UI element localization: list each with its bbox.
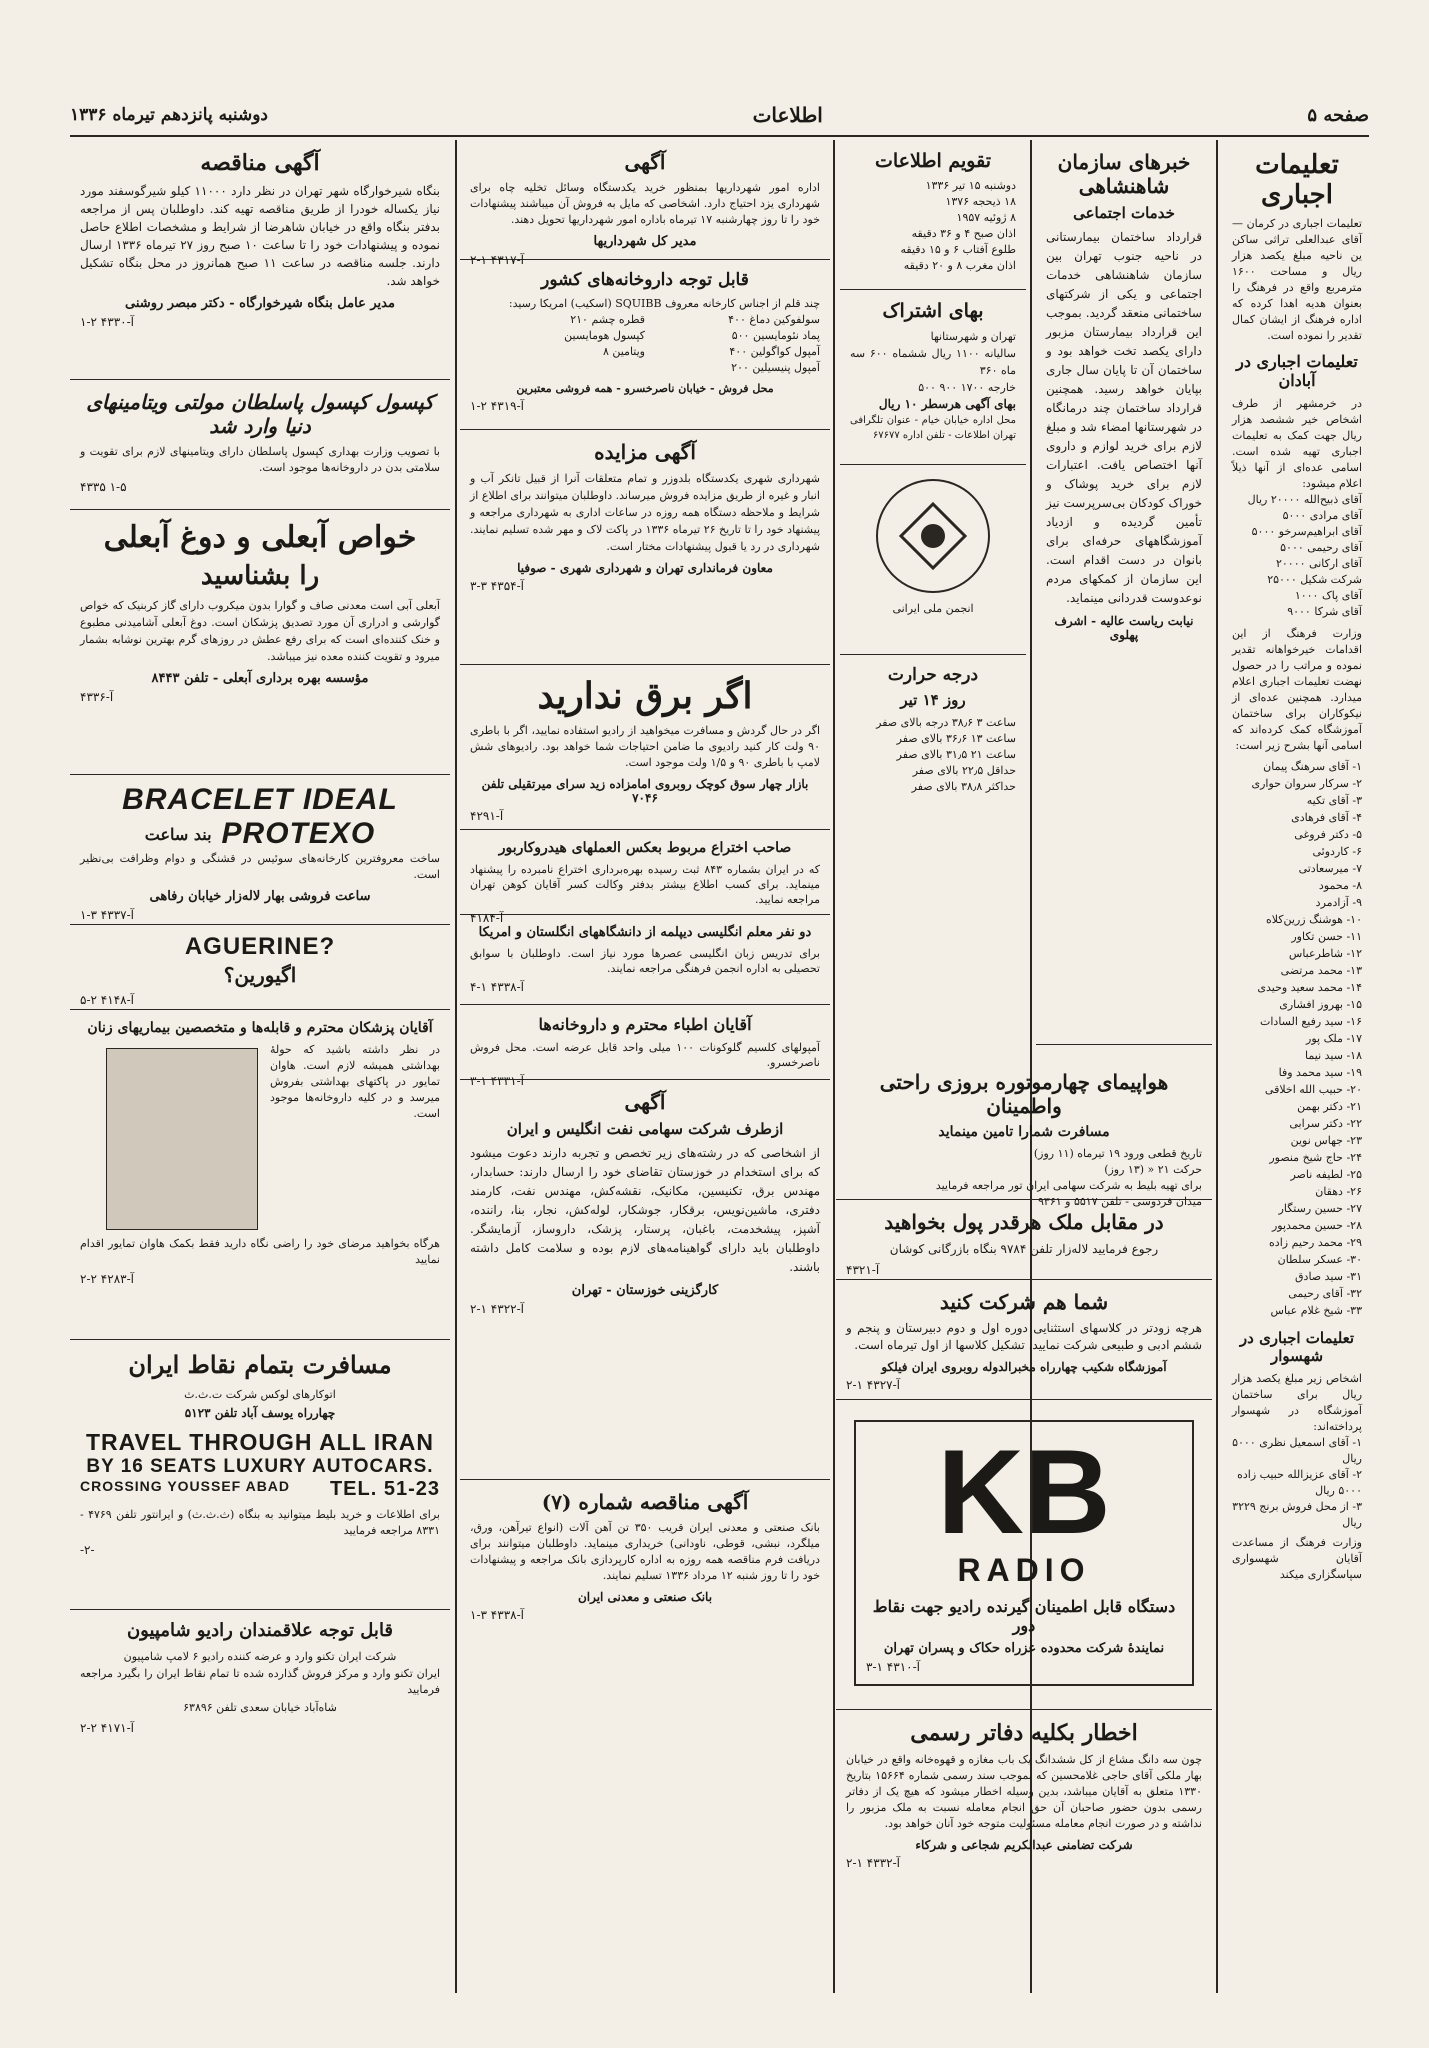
ad-signature: معاون فرمانداری تهران و شهرداری شهری - صوفیا: [517, 561, 773, 575]
ad-title: آگهی مناقصه شماره (۷): [541, 1490, 749, 1514]
list-item: آقای مرادی ۵۰۰۰: [1282, 509, 1362, 522]
ad-title: آگهی مزایده: [594, 440, 696, 464]
list-item: ۱۰- هوشنگ زرین‌کلاه: [1265, 913, 1362, 926]
list-item: قطره چشم ۲۱۰: [570, 313, 645, 326]
ad-text: شهرداری شهری یکدستگاه بلدوزر و تمام متعلقات آنرا از قبیل تانکر آب و انبار و غیره از طریق مزایده فروش میرساند. داوطلبان میتوانند برای اطلاع از شرایط و ملاحظه دستگاه همه روزه در ساعات اداری به شهرداری مراجعه و پیشنهاد خود را تا تاریخ ۲۶ تیرماه ۱۳۳۶ در پاکت لاک و مهر شده تسلیم نمایند. شهرداری در رد یا قبول پیشنهادات مختار است.: [470, 472, 821, 553]
ad-title: خواص آبعلی و دوغ آبعلی: [103, 520, 417, 555]
notice-signature: شرکت تضامنی عبدالکریم شجاعی و شرکاء: [915, 1838, 1133, 1852]
ad-code: آ-۴۳۳۱ ۱-۳: [470, 1074, 524, 1088]
ad-subtitle: اتوکارهای لوکس شرکت ت.ث.ث: [184, 1388, 336, 1401]
ad-text: برای تدریس زبان انگلیسی عصرها مورد نیاز است. داوطلبان با سوابق تحصیلی به اداره انجمن فرهنگی مراجعه نمایند.: [470, 947, 820, 975]
ad-text: آبعلی آبی است معدنی صاف و گوارا بدون میکروب دارای گاز کربنیک که خواص گوارشی و ادراری آن مورد تصدیق پزشکان است. دوغ آبعلی آشامیدنی مطبوع و خنک کننده‌ای است که برای رفع عطش در روزهای گرم بهترین نوشابه بشمار میرود و تقویت کننده معده نیز میباشد.: [80, 599, 440, 663]
ad-text: بانک صنعتی و معدنی ایران قریب ۳۵۰ تن آهن آلات (انواع تیرآهن، ورق، میلگرد، نبشی، قوطی، ناودانی) خریداری مینماید. داوطلبان میتوانند برای دریافت فرم مناقصه همه روزه به اداره کارپردازی بانک مراجعه و پیشنهادات خود را تا روز شنبه ۱۲ مرداد ۱۳۳۶ تسلیم نمایند.: [470, 1521, 820, 1582]
list-item: آقای رحیمی ۵۰۰۰: [1280, 541, 1362, 554]
travel-line: تاریخ قطعی ورود ۱۹ تیرماه (۱۱ روز): [1033, 1147, 1202, 1160]
list-item: آقای ذبیح‌الله ۲۰۰۰۰ ریال: [1247, 493, 1362, 506]
donor-list-1: [1232, 492, 1362, 620]
masthead: [70, 95, 1369, 137]
col1-section2-title: تعلیمات اجباری در آبادان: [1236, 352, 1358, 390]
course-title: شما هم شرکت کنید: [939, 1290, 1109, 1314]
list-item: ۲۸- حسین محمدپور: [1271, 1219, 1362, 1232]
ad-code: آ-۴۳۳۲ ۱-۲: [846, 1856, 900, 1870]
news-title: خبرهای سازمان شاهنشاهی: [1057, 150, 1191, 198]
news-signature: نیابت ریاست عالیه - اشرف پهلوی: [1054, 614, 1194, 642]
ad-signature: بانک صنعتی و معدنی ایران: [577, 1590, 713, 1604]
ad-code: آ-۴۳۵۴ ۳-۳: [470, 579, 524, 593]
column-rule: [833, 140, 835, 1993]
list-item: ۷- میرسعادتی: [1298, 862, 1362, 875]
list-item: ۳- آقای تکیه: [1306, 794, 1362, 807]
list-item: ۲۴- حاج شیخ منصور: [1269, 1151, 1362, 1164]
ad-code: آ-۴۳۱۷ ۱-۲: [470, 253, 524, 267]
temperature-line: ساعت ۳ ۳۸٫۶ درجه بالای صفر: [876, 716, 1016, 729]
ad-text: از اشخاصی که در رشته‌های زیر تخصص و تجربه دارند دعوت میشود که برای استخدام در خوزستان تقاضای خود را ارسال دارند: حسابدار، مهندس برق، تکنیسین، مکانیک، نقشه‌کش، مهندس نفت، کارمند دفتری، ماشین‌نویس، برقکار، جوشکار، لوله‌کش، نجار، بنا، راننده، آشپز، پیشخدمت، باغبان، پرستار، پزشک، داروساز، آزمایشگر. داوطلبان باید دارای گواهینامه‌های لازم بوده و سلامت کامل داشته باشند.: [470, 1146, 820, 1274]
list-item: ۲- سرکار سروان حواری: [1251, 777, 1362, 790]
list-item: شرکت شکیل ۲۵۰۰۰: [1267, 573, 1362, 586]
brand-row: [80, 817, 440, 851]
list-item: ۹- آزادمرد: [1315, 896, 1362, 909]
ad-code: آ-۴۱۸۴: [470, 911, 504, 925]
ad-text: آمپولهای کلسیم گلوکونات ۱۰۰ میلی واحد قابل عرضه است. محل فروش ناصرخسرو.: [470, 1041, 820, 1069]
subscription-address: محل اداره خیابان خیام - عنوان تلگرافی تهران اطلاعات - تلفن اداره ۶۷۶۷۷: [850, 415, 1016, 441]
ad-signature: ساعت فروشی بهار لاله‌زار خیابان رفاهی: [149, 889, 371, 904]
calendar-line: اذان صبح ۴ و ۳۶ دقیقه: [911, 227, 1016, 240]
ad-code: آ-۴۱۴۸ ۲-۵: [80, 993, 134, 1007]
ad-subtitle: ازطرف شرکت سهامی نفت انگلیس و ایران: [506, 1120, 784, 1138]
ad-title: آگهی: [624, 150, 666, 174]
brand-persian: اگیورین؟: [223, 963, 297, 987]
subscription-line: سالیانه ۱۱۰۰ ریال ششماه ۶۰۰ سه ماه ۳۶۰: [850, 347, 1016, 377]
list-item: آقای ابراهیم‌سرخو ۵۰۰۰: [1251, 525, 1362, 538]
list-item: ۱۶- سید رفیع السادات: [1260, 1015, 1362, 1028]
list-item: ۴- آقای فرهادی: [1291, 811, 1362, 824]
temperature-line: ساعت ۲۱ ۳۱٫۵ بالای صفر: [896, 748, 1016, 761]
ad-signature: مؤسسه بهره برداری آبعلی - تلفن ۸۴۴۳: [151, 671, 369, 686]
news-subtitle: خدمات اجتماعی: [1073, 204, 1175, 222]
ad-text: چند قلم از اجناس کارخانه معروف SQUIBB (اسکیب) امریکا رسید:: [508, 297, 820, 310]
ad-address: چهارراه یوسف آباد تلفن ۵۱۲۳: [184, 1406, 336, 1420]
list-item: ۲۹- محمد رحیم زاده: [1269, 1236, 1362, 1249]
list-item: ۱- آقای اسمعیل نظری ۵۰۰۰ ریال: [1232, 1436, 1362, 1465]
list-item: ۲۳- جهاس نوین: [1290, 1134, 1362, 1147]
temperature-line: ساعت ۱۳ ۳۶٫۶ بالای صفر: [896, 732, 1016, 745]
travel-line: حرکت ۲۱ « (۱۳ روز): [1104, 1163, 1202, 1176]
ad-body: [80, 1042, 440, 1236]
ad-code: آ-۴۳۱۹ ۲-۱: [470, 399, 524, 413]
ad-code: آ-۴۳۳۶: [80, 690, 114, 704]
ad-title: آگهی: [624, 1090, 666, 1114]
society-emblem: [876, 479, 990, 593]
list-item: ۳۲- آقای رحیمی: [1288, 1287, 1362, 1300]
ad-signature: مدیر عامل بنگاه شیرخوارگاه - دکتر مبصر روشنی: [125, 296, 395, 311]
donor-list-3: [1232, 1435, 1362, 1531]
list-item: ۳۰- عسکر سلطان: [1277, 1253, 1362, 1266]
ad-text: بنگاه شیرخوارگاه شهر تهران در نظر دارد ۱۱۰۰۰ کیلو شیرگوسفند مورد نیاز یکساله خودرا از طریق مناقصه تهیه کند. داوطلبان پس از مراجعه بدفتر بنگاه واقع در خیابان شاهرضا از شرایط و مشخصات اطلاع حاصل نموده و پیشنهادات خود را تا ساعت ۱۰ صبح روز ۲۷ تیرماه ۱۳۳۶ ارسال دارند. جلسه مناقصه در ساعت ۱۱ صبح همانروز در محل بنگاه تشکیل خواهد شد.: [80, 184, 441, 288]
ad-code: آ-۴۲۹۱: [470, 809, 504, 823]
ad-title: قابل توجه علاقمندان رادیو شامپیون: [126, 1620, 394, 1641]
ad-signature: هرگاه بخواهید مرضای خود را راضی نگاه دارید فقط بکمک هاوان تمایور اقدام نمایید: [80, 1237, 440, 1266]
ad-code: آ-۴۲۸۳ ۲-۲: [80, 1272, 134, 1286]
ad-signature: مدیر کل شهرداریها: [593, 234, 697, 249]
list-item: ویتامین ۸: [602, 345, 645, 358]
list-item: ۸- محمود: [1318, 879, 1362, 892]
list-item: پماد نئومایسین ۵۰۰: [731, 329, 820, 342]
notice-text: چون سه دانگ مشاع از کل ششدانگ یک باب مغازه و قهوه‌خانه واقع در خیابان بهار ملکی آقای حاجی غلامحسین که بموجب سند رسمی شماره ۱۵۶۶۴ بتاریخ ۱۳۳۰ متعلق به آقایان میباشد، بدین وسیله اخطار میشود که هیچ یک از دفاتر رسمی بدون حضور صاحبان آن حق انجام معامله نسبت به ملک مزبور را نداشته و در صورت انجام معامله مسئولیت متوجه خود آنان خواهد بود.: [846, 1753, 1202, 1830]
issue-date: دوشنبه پانزدهم تیرماه ۱۳۳۶: [70, 105, 268, 125]
list-item: ۶- کاردوئی: [1312, 845, 1362, 858]
ad-signature: بازار چهار سوق کوچک روبروی امامزاده زید سرای میرتقیلی تلفن ۷۰۴۶: [481, 777, 809, 805]
temperature-line: حداقل ۲۲٫۵ بالای صفر: [912, 764, 1016, 777]
emblem-icon: [893, 496, 973, 576]
ad-signature: کارگزینی خوزستان - تهران: [571, 1283, 719, 1298]
list-item: ۱۴- محمد سعید وحیدی: [1257, 981, 1362, 994]
money-title: در مقابل ملک هرقدر پول بخواهید: [884, 1210, 1164, 1234]
list-item: ۲۱- دکتر بهمن: [1297, 1100, 1362, 1113]
ad-english-row: [80, 1478, 440, 1501]
ad-title: صاحب اختراع مربوط بعکس العملهای هیدروکاربور: [498, 840, 792, 856]
ad-title: دو نفر معلم انگلیسی دیپلمه از دانشگاههای انگلستان و امریکا: [478, 925, 812, 940]
course-signature: آموزشگاه شکیب چهارراه مخبرالدوله روبروی ایران فیلکو: [881, 1360, 1167, 1374]
col1-intro: تعلیمات اجباری در کرمان — آقای عبدالعلی تراثی ساکن ین ناحیه مبلغ یکصد هزار ریال و مساحت ۱۶۰۰ مترمربع واقع در فرهنگ را بعنوان هدیه اهدا کرده که اداره فرهنگ از ایشان کمال تقدیر را نموده است.: [1232, 217, 1362, 342]
column-education: [1222, 140, 1372, 1993]
ad-english-line: BY 16 SEATS LUXURY AUTOCARS.: [86, 1456, 434, 1477]
travel-title: هواپیمای چهارموتوره بروزی راحتی واطمینان: [879, 1070, 1169, 1118]
list-item: ۲۵- لطیفه ناصر: [1290, 1168, 1362, 1181]
column-lower-right: [836, 1060, 1212, 1993]
col1-footer: وزارت فرهنگ از مساعدت آقایان شهسواری سپاسگزاری میکند: [1232, 1536, 1362, 1581]
calendar-line: دوشنبه ۱۵ تیر ۱۳۳۶: [925, 179, 1016, 192]
list-item: آقای ارکانی ۲۰۰۰۰: [1275, 557, 1362, 570]
column-rule: [1216, 140, 1218, 1993]
ad-subtitle: شرکت ایران تکنو وارد و عرضه کننده رادیو ۶ لامپ شامپیون: [123, 1650, 397, 1663]
col1-section3-text: وزارت فرهنگ از این اقدامات خیرخواهانه تقدیر نموده و مراتب را در حصول نهضت تعلیمات اجباری اعلام میدارد. همچنین عده‌ای از نیکوکاران برای ساختمان آموزشگاه کمک کرده‌اند که اسامی آنها بشرح زیر است:: [1232, 627, 1362, 752]
ad-code: آ-۴۳۳۰ ۲-۱: [80, 315, 134, 329]
list-item: سولفوکین دماغ ۴۰۰: [728, 313, 820, 326]
ad-code: -۲-: [80, 1543, 95, 1557]
subscription-title: بهای اشتراک: [882, 300, 984, 322]
column-ads-left: [70, 140, 450, 1993]
list-item: آمپول پنیسیلین ۲۰۰: [731, 361, 820, 374]
list-item: ۲۲- دکتر سرابی: [1289, 1117, 1362, 1130]
calendar-title: تقویم اطلاعات: [874, 150, 991, 172]
ad-code: آ-۴۳۳۷ ۳-۱: [80, 908, 134, 922]
column-calendar: [840, 140, 1026, 910]
list-item: ۱۱- حسن تکاور: [1291, 930, 1362, 943]
col1-section2-text: در خرمشهر از طرف اشخاص خیر ششصد هزار ریال جهت کمک به تعلیمات اجباری تهیه شده است. اسامی عده‌ای از آنها ذیلاً اعلام میشود:: [1232, 397, 1362, 490]
brand-name: AGUERINE?: [184, 933, 336, 960]
kb-radio-ad: [854, 1420, 1194, 1686]
list-item: آقای پاک ۱۰۰۰: [1294, 589, 1362, 602]
list-item: آمپول کواگولین ۴۰۰: [729, 345, 820, 358]
column-ads-center: [460, 140, 830, 1993]
brand-name: BRACELET IDEAL: [122, 783, 398, 816]
news-text: قرارداد ساختمان بیمارستانی در ناحیه جنوب تهران بین سازمان شاهنشاهی خدمات اجتماعی و یکی از شرکتهای ساختمانی منعقد گردید. بموجب این قرارداد بیمارستان مزبور دارای یکصد تخت خواهد بود و ساختمان آن تا پایان سال جاری بپایان خواهد رسید. همچنین قرارداد ساختمان چند درمانگاه در شهرستانها امضاء شد و مبلغ لازم برای خرید لوازم و داروی آنها اختصاص یافت. اعتبارات لازم برای خرید پوشاک و خوراک کودکان بی‌سرپرست نیز تأمین گردیده و ازدیاد آموزشگاههای حرفه‌ای برای بانوان در دست اقدام است. این سازمان از کمکهای مردم نوعدوست قدردانی مینماید.: [1046, 230, 1202, 605]
col1-title: تعلیمات اجباری: [1255, 150, 1339, 210]
ad-english-line: TEL. 51-23: [329, 1478, 440, 1500]
list-item: ۳۱- سید صادق: [1295, 1270, 1362, 1283]
list-item: ۲۷- حسین رستگار: [1278, 1202, 1362, 1215]
ad-text: که در ایران بشماره ۸۴۳ ثبت رسیده بهره‌برداری اختراع نامبرده را پیشنهاد مینماید. برای کسب اطلاع بیشتر بدفتر وکالت کسر آقایان کوهن تهران مراجعه نمایید.: [470, 863, 820, 906]
ad-subtitle: را بشناسید: [200, 561, 320, 591]
list-item: ۱۷- ملک پور: [1306, 1032, 1362, 1045]
ad-code: آ-۴۳۲۷ ۱-۲: [846, 1378, 900, 1392]
ad-code: آ-۴۱۷۱ ۲-۲: [80, 1721, 134, 1735]
ad-title: آقایان اطباء محترم و داروخانه‌ها: [538, 1015, 752, 1034]
list-item: ۱۹- سید محمد وفا: [1278, 1066, 1362, 1079]
temperature-title: درجه حرارت: [887, 665, 979, 685]
column-rule: [455, 140, 457, 1993]
list-item: ۱۳- محمد مرتضی: [1280, 964, 1362, 977]
list-item: ۱۸- سید نیما: [1305, 1049, 1362, 1062]
notice-title: اخطار بکلیه دفاتر رسمی: [910, 1720, 1138, 1746]
ad-title: آقایان پزشکان محترم و قابله‌ها و متخصصین بیماریهای زنان: [87, 1020, 433, 1036]
list-item: ۵- دکتر فروغی: [1294, 828, 1362, 841]
paper-name: اطلاعات: [752, 103, 823, 127]
list-item: ۱- آقای سرهنگ پیمان: [1263, 760, 1362, 773]
list-item: ۱۲- شاطرعباس: [1288, 947, 1362, 960]
list-item: ۳۳- شیخ غلام عباس: [1270, 1304, 1362, 1317]
list-item: کپسول هومایسین: [564, 329, 645, 342]
radio-agent: نمایندۀ شرکت محدوده عزراه حکاک و پسران تهران: [883, 1641, 1165, 1656]
ad-text: در نظر داشته باشید که حولۀ بهداشتی همیشه لازم است. هاوان تمایور در پاکتهای بهداشتی بفروش میرسد و در کلیه داروخانه‌ها موجود است.: [270, 1043, 440, 1120]
travel-subtitle: مسافرت شمارا تامین مینماید: [938, 1124, 1110, 1140]
subscription-line: بهای آگهی هرسطر ۱۰ ریال: [878, 397, 1016, 411]
money-text: رجوع فرمایید لاله‌زار تلفن ۹۷۸۴ بنگاه بازرگانی کوشان: [889, 1242, 1159, 1256]
temperature-subtitle: روز ۱۴ تیر: [900, 691, 966, 709]
list-item: ۲۰- حبیب الله اخلاقی: [1264, 1083, 1362, 1096]
brand-subtitle: بند ساعت: [144, 824, 212, 844]
ad-title: قابل توجه داروخانه‌های کشور: [541, 270, 749, 290]
ad-code: آ-۴۳۱۰ ۱-۳: [866, 1660, 920, 1674]
brand-name: PROTEXO: [221, 817, 376, 850]
woman-portrait: [106, 1048, 258, 1230]
ad-code: آ-۴۳۲۱: [846, 1263, 880, 1277]
col1-section4-title: تعلیمات اجباری در شهسوار: [1239, 1329, 1355, 1365]
calendar-line: اذان مغرب ۸ و ۲۰ دقیقه: [903, 259, 1016, 272]
subscription-line: تهران و شهرستانها: [930, 330, 1016, 343]
ad-english-line: CROSSING YOUSSEF ABAD: [80, 1478, 291, 1494]
ad-text: اگر در حال گردش و مسافرت میخواهید از رادیو استفاده نمایید، اگر با باطری ۹۰ ولت کار کنید رادیوی ما ضامن احتیاجات شما خواهد بود. رادیوهای شش لامپ با باطری ۹۰ و ۱/۵ ولت موجود است.: [470, 724, 820, 769]
ad-signature: محل فروش - خیابان ناصرخسرو - همه فروشی معتبرین: [516, 382, 774, 395]
subscription-line: خارجه ۱۷۰۰ ۹۰۰ ۵۰۰: [918, 381, 1016, 394]
calendar-line: ۱۸ ذیحجه ۱۳۷۶: [945, 195, 1016, 208]
ad-code: آ-۴۳۳۸ ۳-۱: [470, 1608, 524, 1622]
list-item: آقای شرکا ۹۰۰۰: [1287, 605, 1362, 618]
ad-code: آ-۴۳۳۸ ۱-۴: [470, 980, 524, 994]
list-item: ۲- آقای عزیزالله حبیب زاده ۵۰۰۰ ریال: [1237, 1468, 1362, 1497]
ad-code: آ-۴۳۲۲ ۱-۲: [470, 1302, 524, 1316]
list-item: ۱۵- بهروز افشاری: [1279, 998, 1362, 1011]
ad-title: مسافرت بتمام نقاط ایران: [128, 1350, 392, 1379]
ad-title: کپسول کپسول پاسلطان مولتی ویتامینهای دنیا وارد شد: [86, 390, 434, 438]
page-number: صفحه ۵: [1307, 104, 1369, 126]
ad-text: اداره امور شهرداریها بمنظور خرید یکدستگاه وسائل تخلیه چاه برای شهرداری یزد احتیاج دارد. اشخاصی که مایل به فروش آن میباشند پیشنهادات خود را تا روز چهارشنبه ۱۷ تیرماه باداره امور شهرداریها تحویل دهند.: [470, 181, 820, 226]
calendar-line: طلوع آفتاب ۶ و ۱۵ دقیقه: [900, 243, 1016, 256]
drug-list: [470, 312, 820, 376]
temperature-line: حداکثر ۳۸٫۸ بالای صفر: [911, 780, 1016, 793]
travel-line: برای تهیه بلیط به شرکت سهامی ایران تور مراجعه فرمایید: [935, 1179, 1202, 1192]
list-item: ۳- از محل فروش برنج ۳۲۲۹ ریال: [1232, 1500, 1362, 1529]
ad-address: شاه‌آباد خیابان سعدی تلفن ۶۳۸۹۶: [183, 1701, 337, 1714]
emblem-caption: انجمن ملی ایرانی: [892, 602, 974, 615]
travel-line: میدان فردوسی - تلفن ۵۵۱۷ و ۹۳۶۱: [1038, 1195, 1202, 1208]
donor-list-2: [1232, 758, 1362, 1319]
col1-section4-text: اشخاص زیر مبلغ یکصد هزار ریال برای ساختمان آموزشگاه در شهسوار پرداخته‌اند:: [1232, 1372, 1362, 1433]
calendar-line: ۸ ژوئیه ۱۹۵۷: [956, 211, 1016, 224]
ad-text: با تصویب وزارت بهداری کپسول پاسلطان دارای ویتامینهای لازم برای تقویت و سلامتی بدن در داروخانه‌ها موجود است.: [80, 445, 440, 474]
ad-title: آگهی مناقصه: [200, 150, 320, 176]
ad-text: ساخت معروفترین کارخانه‌های سوئیس در قشنگی و دوام وظرافت بی‌نظیر است.: [80, 852, 440, 881]
radio-text: دستگاه قابل اطمینان گیرنده رادیو جهت نقاط دور: [872, 1597, 1176, 1635]
kb-logo: KB: [937, 1425, 1111, 1559]
course-text: هرچه زودتر در کلاسهای استثنایی دوره اول و دوم دبیرستان و پنجم و ششم ادبی و طبیعی شرکت نمایید. تشکیل کلاسها از اول تیرماه است.: [846, 1321, 1202, 1352]
radio-word: RADIO: [957, 1552, 1091, 1588]
ad-english-line: TRAVEL THROUGH ALL IRAN: [86, 1429, 434, 1455]
ad-text: ایران تکنو وارد و مرکز فروش گذارده شده تا تمام نقاط ایران را بگیرد مراجعه فرمایید: [80, 1667, 440, 1696]
list-item: ۲۶- دهقان: [1315, 1185, 1362, 1198]
ad-text: برای اطلاعات و خرید بلیط میتوانید به بنگاه (ث.ث.ث) و ایرانتور تلفن ۴۷۶۹ - ۸۳۳۱ مراجعه فرمایید: [80, 1508, 440, 1537]
ad-code: ۴۳۳۵ ۱-۵: [80, 480, 127, 494]
ad-title: اگر برق ندارید: [537, 675, 753, 717]
